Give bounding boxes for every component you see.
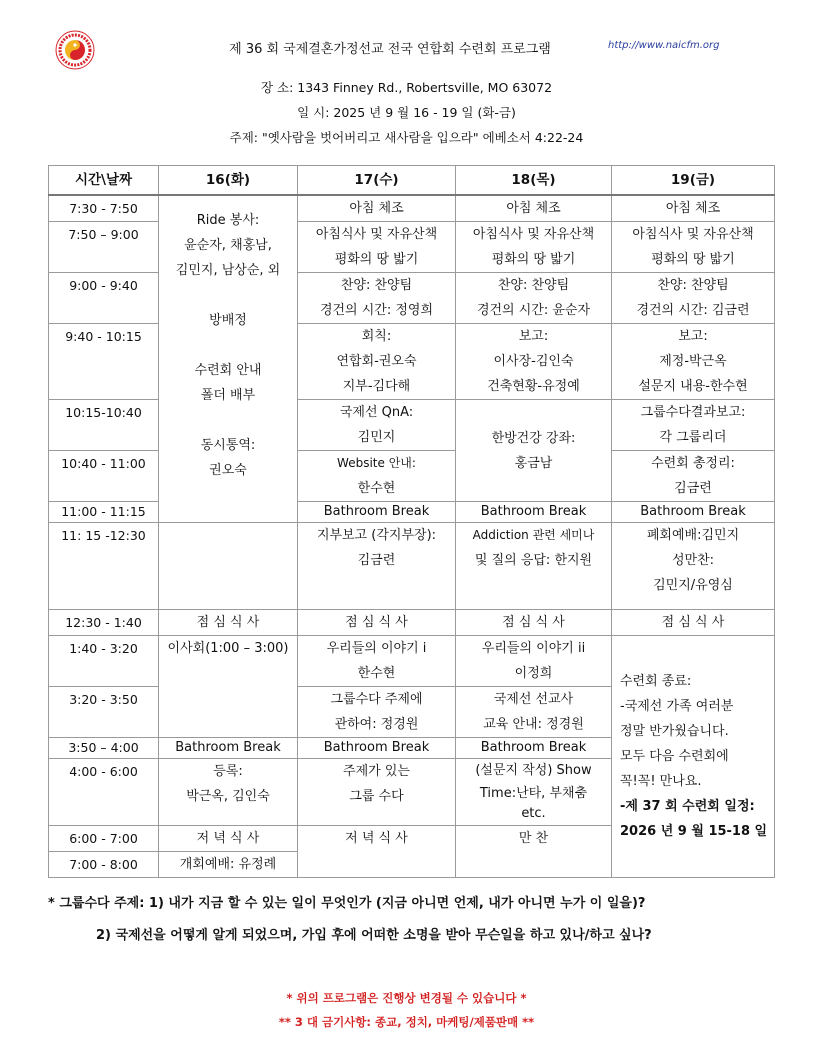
thu-praise-line1: 찬양: 찬양팀 xyxy=(497,278,570,293)
ride-names-1: 윤순자, 채홍남, xyxy=(184,238,272,253)
thu-breakfast-line2: 평화의 땅 밟기 xyxy=(491,252,576,267)
wed-dinner: 저 녁 식 사 xyxy=(298,826,456,878)
header-day-fri: 19(금) xyxy=(612,166,775,196)
table-row xyxy=(49,451,775,502)
wed-group-talk-line2: 그룹 수다 xyxy=(349,789,404,804)
retreat-end-title: 수련회 종료: xyxy=(620,674,692,689)
thu-show-line3: etc. xyxy=(521,806,546,821)
spacer xyxy=(162,283,294,308)
tue-dinner: 저 녁 식 사 xyxy=(159,826,298,852)
thu-report-line2: 이사장-김인숙 xyxy=(493,354,574,369)
fri-report-line1: 보고: xyxy=(678,329,708,344)
event-dates: 일 시: 2025 년 9 월 16 - 19 일 (화-금) xyxy=(297,105,516,120)
wed-branch-report-line1: 지부보고 (각지부장): xyxy=(316,528,437,543)
time-cell: 9:40 - 10:15 xyxy=(49,324,159,400)
group-topic-question-2: 2) 국제선을 어떻게 알게 되었으며, 가입 후에 어떠한 소명을 받아 무슨일을 하고 있나/하고 싶나? xyxy=(96,928,652,943)
wed-website-line2: 한수현 xyxy=(357,481,396,496)
group-topic-question-1: * 그룹수다 주제: 1) 내가 지금 할 수 있는 일이 무엇인가 (지금 아니면 언제, 내가 아니면 누가 이 일을)? xyxy=(48,896,646,911)
wed-breakfast-line2: 평화의 땅 밟기 xyxy=(334,252,419,267)
thu-mission-line2: 교육 안내: 정경원 xyxy=(483,717,584,732)
wed-website-line1: Website 안내: xyxy=(337,456,416,470)
fri-summary xyxy=(612,451,775,502)
time-cell: 6:00 - 7:00 xyxy=(49,826,159,852)
header-day-thu: 18(목) xyxy=(456,166,612,196)
time-cell: 10:15-10:40 xyxy=(49,400,159,451)
website-link[interactable]: http://www.naicfm.org xyxy=(608,40,720,51)
wed-story-line2: 한수현 xyxy=(357,666,396,681)
thu-breakfast-line1: 아침식사 및 자유산책 xyxy=(472,227,595,242)
wed-website xyxy=(298,451,456,502)
thu-show-time xyxy=(456,759,612,826)
tue-break: Bathroom Break xyxy=(159,738,298,759)
table-row xyxy=(49,195,775,222)
fri-summary-line2: 김금련 xyxy=(674,481,712,496)
thu-health-line2: 홍금남 xyxy=(514,455,553,471)
interpretation-label: 동시통역: xyxy=(200,438,256,453)
folder-distribution: 폴더 배부 xyxy=(200,388,256,403)
change-notice: * 위의 프로그램은 진행상 변경될 수 있습니다 * xyxy=(286,991,527,1005)
thu-mission xyxy=(456,687,612,738)
wed-meeting-line2: 연합회-권오숙 xyxy=(336,354,417,369)
time-cell: 7:00 - 8:00 xyxy=(49,852,159,878)
thu-banquet: 만 찬 xyxy=(456,826,612,878)
fri-closing-line3: 김민지/유영심 xyxy=(653,578,733,593)
thu-story-line2: 이정희 xyxy=(514,666,553,681)
thu-addiction-line1: Addiction 관련 세미나 xyxy=(472,528,595,542)
fri-report-line3: 설문지 내용-한수현 xyxy=(638,379,748,394)
thu-story xyxy=(456,636,612,687)
table-row xyxy=(49,523,775,610)
thu-story-line1: 우리들의 이야기 ii xyxy=(481,641,586,656)
fri-summary-line1: 수련회 총정리: xyxy=(651,456,735,471)
time-cell: 9:00 - 9:40 xyxy=(49,273,159,324)
wed-qna-line1: 국제선 QnA: xyxy=(339,405,414,420)
fri-praise-line1: 찬양: 찬양팀 xyxy=(657,278,729,293)
fri-lunch: 점 심 식 사 xyxy=(612,610,775,636)
wed-story xyxy=(298,636,456,687)
schedule-table xyxy=(48,165,775,878)
thu-break: Bathroom Break xyxy=(456,502,612,523)
table-row xyxy=(49,636,775,687)
fri-breakfast xyxy=(612,222,775,273)
fri-breakfast-line2: 평화의 땅 밟기 xyxy=(651,252,735,267)
fri-praise xyxy=(612,273,775,324)
wed-qna-line2: 김민지 xyxy=(357,430,396,445)
wed-praise xyxy=(298,273,456,324)
header-time-date: 시간\날짜 xyxy=(49,166,159,196)
wed-group-talk-line1: 주제가 있는 xyxy=(343,764,410,779)
wed-praise-line2: 경건의 시간: 정영희 xyxy=(319,303,434,318)
wed-qna xyxy=(298,400,456,451)
retreat-end-line2: 정말 반가웠습니다. xyxy=(620,724,729,739)
registration-line2: 박근옥, 김인숙 xyxy=(186,789,270,804)
time-cell: 7:50 – 9:00 xyxy=(49,222,159,273)
fri-retreat-end xyxy=(612,636,775,878)
fri-report xyxy=(612,324,775,400)
spacer xyxy=(162,333,294,358)
interpretation-name: 권오숙 xyxy=(209,463,247,478)
fri-breakfast-line1: 아침식사 및 자유산책 xyxy=(632,227,754,242)
tue-registration xyxy=(159,759,298,826)
next-retreat-date: 2026 년 9 월 15-18 일 xyxy=(620,824,768,839)
wed-branch-report-line2: 김금련 xyxy=(357,553,396,568)
page-title: 제 36 회 국제결혼가정선교 전국 연합회 수련회 프로그램 xyxy=(229,42,551,57)
time-cell: 3:20 - 3:50 xyxy=(49,687,159,738)
tue-lunch: 점 심 식 사 xyxy=(159,610,298,636)
next-retreat-label: -제 37 회 수련회 일정: xyxy=(620,799,755,814)
fri-praise-line2: 경건의 시간: 김금련 xyxy=(636,303,750,318)
header-day-tue: 16(화) xyxy=(159,166,298,196)
thu-report xyxy=(456,324,612,400)
thu-breakfast xyxy=(456,222,612,273)
table-row xyxy=(49,502,775,523)
table-row xyxy=(49,222,775,273)
tue-morning-cell xyxy=(159,195,298,523)
wed-break-2: Bathroom Break xyxy=(298,738,456,759)
thu-report-line1: 보고: xyxy=(518,329,549,344)
fri-group-report xyxy=(612,400,775,451)
fri-group-report-line2: 각 그룹리더 xyxy=(659,430,727,445)
fri-exercise: 아침 체조 xyxy=(612,195,775,222)
thu-health-lecture xyxy=(456,400,612,502)
wed-breakfast-line1: 아침식사 및 자유산책 xyxy=(315,227,438,242)
table-row xyxy=(49,400,775,451)
wed-meeting-line1: 회칙: xyxy=(361,329,392,344)
time-cell: 11:00 - 11:15 xyxy=(49,502,159,523)
wed-group-topic xyxy=(298,687,456,738)
wed-group-topic-line1: 그룹수다 주제에 xyxy=(330,692,423,707)
fri-report-line2: 제정-박근옥 xyxy=(659,354,727,369)
thu-praise xyxy=(456,273,612,324)
time-cell: 11: 15 -12:30 xyxy=(49,523,159,610)
wed-lunch: 점 심 식 사 xyxy=(298,610,456,636)
tue-empty xyxy=(159,523,298,610)
thu-report-line3: 건축현황-유정예 xyxy=(487,379,580,394)
wed-meeting xyxy=(298,324,456,400)
wed-group-talk xyxy=(298,759,456,826)
event-theme: 주제: "옛사람을 벗어버리고 새사람을 입으라" 에베소서 4:22-24 xyxy=(229,130,584,145)
fri-closing-line2: 성만찬: xyxy=(671,553,715,568)
event-place: 장 소: 1343 Finney Rd., Robertsville, MO 63072 xyxy=(260,80,553,95)
thu-mission-line1: 국제선 선교사 xyxy=(493,692,574,707)
organization-logo xyxy=(55,30,95,70)
thu-show-line1: (설문지 작성) Show xyxy=(475,763,592,778)
thu-break-2: Bathroom Break xyxy=(456,738,612,759)
wed-group-topic-line2: 관하여: 정경원 xyxy=(334,717,419,732)
wed-exercise: 아침 체조 xyxy=(298,195,456,222)
retreat-end-line3: 모두 다음 수련회에 xyxy=(620,749,729,764)
retreat-end-line4: 꼭!꼭! 만나요. xyxy=(620,774,702,789)
room-assignment: 방배정 xyxy=(209,313,247,328)
wed-praise-line1: 찬양: 찬양팀 xyxy=(340,278,413,293)
retreat-end-line1: -국제선 가족 여러분 xyxy=(620,699,734,714)
table-row xyxy=(49,324,775,400)
thu-praise-line2: 경건의 시간: 윤순자 xyxy=(476,303,591,318)
time-cell: 10:40 - 11:00 xyxy=(49,451,159,502)
wed-branch-report xyxy=(298,523,456,610)
ride-names-2: 김민지, 남상순, 외 xyxy=(175,263,281,278)
time-cell: 7:30 - 7:50 xyxy=(49,195,159,222)
time-cell: 3:50 – 4:00 xyxy=(49,738,159,759)
tue-opening-worship: 개회예배: 유정례 xyxy=(159,852,298,878)
retreat-guide: 수련회 안내 xyxy=(194,363,262,378)
table-row xyxy=(49,273,775,324)
time-cell: 1:40 - 3:20 xyxy=(49,636,159,687)
table-row xyxy=(49,610,775,636)
thu-addiction-line2: 및 질의 응답: 한지원 xyxy=(474,553,593,568)
tue-board-meeting: 이사회(1:00 – 3:00) xyxy=(159,636,298,738)
fri-closing-worship xyxy=(612,523,775,610)
wed-break: Bathroom Break xyxy=(298,502,456,523)
thu-addiction-seminar xyxy=(456,523,612,610)
spacer xyxy=(162,408,294,433)
ride-label: Ride 봉사: xyxy=(196,213,260,228)
fri-group-report-line1: 그룹수다결과보고: xyxy=(640,405,746,420)
registration-line1: 등록: xyxy=(213,764,243,779)
fri-closing-line1: 폐회예배:김민지 xyxy=(646,528,740,543)
thu-show-line2: Time:난타, 부채춤 xyxy=(479,786,588,801)
thu-exercise: 아침 체조 xyxy=(456,195,612,222)
header-day-wed: 17(수) xyxy=(298,166,456,196)
thu-health-line1: 한방건강 강좌: xyxy=(491,430,576,446)
wed-story-line1: 우리들의 이야기 i xyxy=(326,641,427,656)
wed-meeting-line3: 지부-김다해 xyxy=(342,379,411,394)
thu-lunch: 점 심 식 사 xyxy=(456,610,612,636)
table-header-row xyxy=(49,166,775,196)
prohibitions-notice: ** 3 대 금기사항: 종교, 정치, 마케팅/제품판매 ** xyxy=(278,1015,535,1029)
time-cell: 12:30 - 1:40 xyxy=(49,610,159,636)
wed-breakfast xyxy=(298,222,456,273)
fri-break: Bathroom Break xyxy=(612,502,775,523)
time-cell: 4:00 - 6:00 xyxy=(49,759,159,826)
